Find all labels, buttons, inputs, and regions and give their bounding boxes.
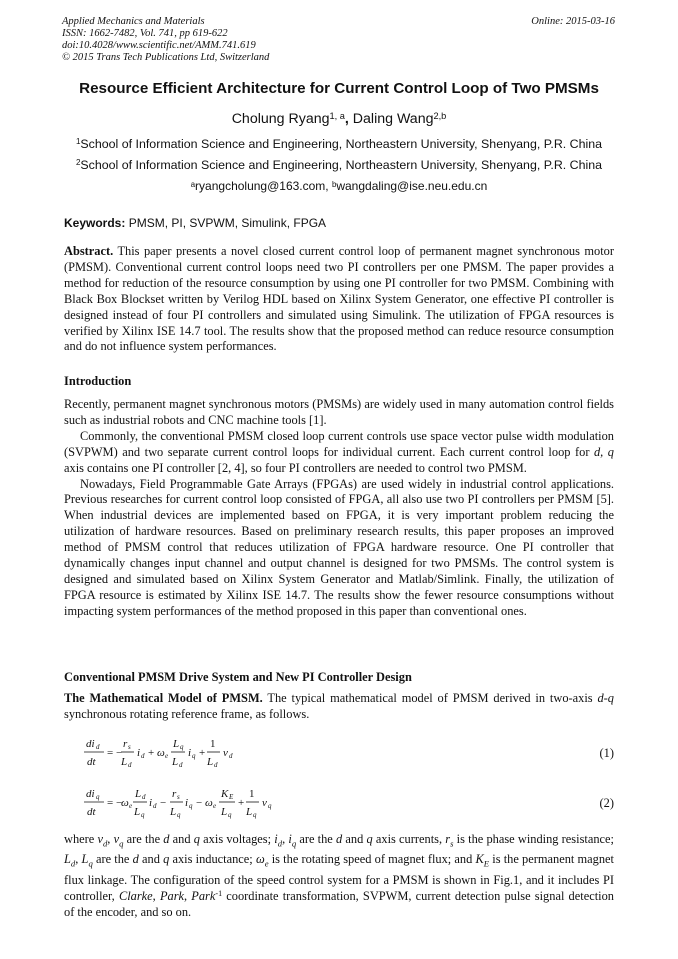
section2-intro bbox=[64, 691, 614, 723]
w-s14: axis inductance; bbox=[169, 852, 256, 867]
author-separator: , bbox=[344, 111, 353, 127]
equation-1-formula bbox=[84, 734, 284, 774]
intro-paragraph-2 bbox=[64, 429, 614, 477]
svg-text:= −: = − bbox=[107, 747, 123, 759]
svg-text:v: v bbox=[223, 747, 228, 759]
w-s4: and bbox=[169, 832, 194, 846]
author-2-affil: 2,b bbox=[433, 110, 447, 121]
svg-text:d: d bbox=[214, 761, 218, 769]
section2-heading: Conventional PMSM Drive System and New PI Controller Design bbox=[64, 670, 412, 684]
where-paragraph bbox=[64, 832, 614, 920]
email-b-sup: b bbox=[331, 179, 337, 189]
w-Lq: L bbox=[81, 852, 89, 867]
equation-2 bbox=[84, 784, 614, 824]
equation-2-formula bbox=[84, 784, 304, 824]
journal-header bbox=[62, 16, 615, 64]
svg-text:= −: = − bbox=[107, 797, 123, 809]
svg-text:q: q bbox=[192, 752, 196, 760]
svg-text:1: 1 bbox=[210, 738, 216, 750]
email-a[interactable]: ryangcholung@163.com, bbox=[195, 179, 332, 193]
author-1-affil: 1, a bbox=[329, 110, 345, 121]
svg-text:ω: ω bbox=[205, 797, 213, 809]
w-d3: d bbox=[132, 852, 139, 867]
intro-paragraph-3: Nowadays, Field Programmable Gate Arrays (FPGAs) are used widely in industrial control applications. Previous researches for current control loop consisted of FPGA, all also use two PI controllers per PMSM [5]. When industrial devices are implemented based on FPGA, it is very important problem reducing the utilization of hardware resources. Based on preliminary research results, this paper proposes an improved method of PMSM control that reduces utilization of FPGA hardware resource. One PI controller that dynamically changes input channel and output channel is designed for two PMSMs. The control system is designed and simulated based on Xilinx System Generator and Matlab/Simlink. Finally, the utilization of FPGA resource is estimated by Xilinx ISE 14.7. The results show the fewer resource consumptions without impacting system performances of the method proposed in this paper than conventional ones. bbox=[64, 476, 614, 618]
w-s17: , bbox=[152, 888, 160, 903]
w-s13: and bbox=[138, 852, 164, 867]
introduction-heading: Introduction bbox=[64, 374, 132, 388]
keywords bbox=[64, 216, 326, 230]
svg-text:L: L bbox=[173, 738, 180, 750]
intro-p2-part-a: Commonly, the conventional PMSM closed loop current controls use space vector pulse width modulation (SVPWM) and two separate current control loops for individual current. Each current control loop for bbox=[64, 428, 614, 459]
journal-issn: ISSN: 1662-7482, Vol. 741, pp 619-622 bbox=[62, 28, 228, 39]
svg-text:d: d bbox=[142, 793, 146, 801]
svg-text:d: d bbox=[179, 761, 183, 769]
svg-text:q: q bbox=[180, 743, 184, 751]
w-KE-sub: E bbox=[483, 858, 490, 869]
svg-text:i: i bbox=[185, 797, 189, 809]
w-we-sub: e bbox=[264, 858, 269, 869]
w-vq-sub: q bbox=[119, 838, 124, 849]
svg-text:L: L bbox=[221, 806, 228, 818]
w-d2: d bbox=[336, 832, 343, 846]
svg-text:q: q bbox=[177, 811, 181, 819]
journal-doi: doi:10.4028/www.scientific.net/AMM.741.619 bbox=[62, 40, 256, 51]
w-Lq-sub: q bbox=[88, 858, 93, 869]
w-d1: d bbox=[163, 832, 170, 846]
svg-text:d: d bbox=[153, 802, 157, 810]
svg-text:E: E bbox=[229, 793, 234, 801]
equation-2-number: (2) bbox=[599, 796, 614, 810]
svg-text:−: − bbox=[196, 797, 203, 809]
svg-text:i: i bbox=[188, 747, 192, 759]
svg-text:d: d bbox=[229, 752, 233, 760]
abstract bbox=[64, 244, 614, 355]
svg-text:L: L bbox=[207, 756, 214, 768]
svg-text:s: s bbox=[128, 743, 131, 751]
equation-1 bbox=[84, 734, 614, 774]
intro-paragraph-1: Recently, permanent magnet synchronous motors (PMSMs) are widely used in many automation control fields such as industrial robots and CNC machine tools [1]. bbox=[64, 397, 614, 427]
w-s6: , bbox=[282, 832, 289, 846]
svg-text:d: d bbox=[141, 752, 145, 760]
w-s19: coordinate transformation, SVPWM, current detection pulse signal detection of the encoder, and so on. bbox=[64, 888, 614, 919]
svg-text:q: q bbox=[96, 793, 100, 801]
w-we: ω bbox=[255, 852, 265, 867]
w-s16: is the permanent magnet flux linkage. The configuration of the speed control system for a PMSM is shown in Fig.1, and it includes PI controller, bbox=[64, 852, 614, 903]
w-s1: where bbox=[64, 832, 98, 846]
svg-text:e: e bbox=[213, 802, 217, 810]
equation-1-number: (1) bbox=[599, 746, 614, 760]
svg-text:dt: dt bbox=[87, 806, 96, 818]
affiliation-1 bbox=[40, 137, 638, 151]
subsection-dq: d-q bbox=[597, 691, 615, 705]
email-a-sup: a bbox=[190, 179, 196, 189]
svg-text:d: d bbox=[128, 761, 132, 769]
w-park: Park bbox=[159, 888, 185, 903]
svg-text:L: L bbox=[134, 806, 141, 818]
w-q1: q bbox=[193, 832, 200, 846]
svg-text:+: + bbox=[238, 797, 245, 809]
online-date: Online: 2015-03-16 bbox=[531, 16, 615, 27]
w-id: i bbox=[274, 832, 278, 846]
w-s3: are the bbox=[123, 832, 164, 846]
author-2: Daling Wang bbox=[352, 111, 434, 127]
w-iq: i bbox=[288, 832, 292, 846]
w-s8: and bbox=[342, 832, 367, 846]
w-iq-sub: q bbox=[291, 838, 297, 849]
svg-text:K: K bbox=[221, 788, 229, 800]
email-b[interactable]: wangdaling@ise.neu.edu.cn bbox=[336, 179, 488, 193]
w-clarke: Clarke bbox=[118, 888, 153, 903]
w-s5: axis voltages; bbox=[199, 832, 275, 846]
svg-text:di: di bbox=[86, 788, 95, 800]
journal-copyright: © 2015 Trans Tech Publications Ltd, Switzerland bbox=[62, 52, 270, 63]
w-Ld-sub: d bbox=[70, 858, 76, 869]
svg-text:i: i bbox=[137, 747, 141, 759]
svg-text:−: − bbox=[160, 797, 167, 809]
affiliation-1-text: School of Information Science and Engineering, Northeastern University, Shenyang, P.R. China bbox=[80, 137, 603, 151]
svg-text:v: v bbox=[262, 797, 267, 809]
svg-text:r: r bbox=[172, 788, 177, 800]
w-q3: q bbox=[163, 852, 170, 867]
keywords-label: Keywords: bbox=[64, 216, 126, 230]
subsection-label: The Mathematical Model of PMSM. bbox=[64, 691, 263, 705]
author-line bbox=[40, 111, 638, 127]
svg-text:+: + bbox=[199, 747, 206, 759]
svg-text:q: q bbox=[228, 811, 232, 819]
affiliation-2 bbox=[40, 158, 638, 172]
svg-text:dt: dt bbox=[87, 756, 96, 768]
w-Ld: L bbox=[64, 852, 71, 867]
svg-text:i: i bbox=[149, 797, 153, 809]
svg-text:s: s bbox=[177, 793, 180, 801]
svg-text:di: di bbox=[86, 738, 95, 750]
journal-name: Applied Mechanics and Materials bbox=[62, 16, 205, 27]
w-KE: K bbox=[475, 852, 484, 867]
affiliation-1-sup: 1 bbox=[75, 137, 81, 147]
w-q2: q bbox=[366, 832, 373, 846]
w-s9: axis currents, bbox=[372, 832, 446, 846]
author-1: Cholung Ryang bbox=[231, 111, 330, 127]
w-s2: , bbox=[107, 832, 114, 846]
w-s10: is the phase winding resistance; bbox=[453, 832, 614, 846]
svg-text:1: 1 bbox=[249, 788, 255, 800]
svg-text:L: L bbox=[246, 806, 253, 818]
w-rs: r bbox=[445, 832, 451, 846]
intro-p2-dq: d, q bbox=[593, 444, 614, 459]
svg-text:L: L bbox=[170, 806, 177, 818]
w-vq: v bbox=[113, 832, 120, 846]
w-parkinv-sup: -1 bbox=[215, 889, 223, 899]
affiliation-2-sup: 2 bbox=[75, 158, 81, 168]
w-s11: , bbox=[75, 852, 82, 867]
w-vd: v bbox=[97, 832, 103, 846]
svg-text:e: e bbox=[165, 752, 169, 760]
svg-text:q: q bbox=[141, 811, 145, 819]
w-s15: is the rotating speed of magnet flux; and bbox=[268, 852, 476, 867]
svg-text:r: r bbox=[123, 738, 128, 750]
svg-text:d: d bbox=[96, 743, 100, 751]
w-s7: are the bbox=[296, 832, 336, 846]
keywords-text: PMSM, PI, SVPWM, Simulink, FPGA bbox=[125, 216, 327, 230]
svg-text:ω: ω bbox=[157, 747, 165, 759]
paper-title: Resource Efficient Architecture for Current Control Loop of Two PMSMs bbox=[79, 80, 599, 97]
svg-text:q: q bbox=[253, 811, 257, 819]
svg-text:L: L bbox=[121, 756, 128, 768]
svg-text:q: q bbox=[189, 802, 193, 810]
w-rs-sub: s bbox=[450, 838, 454, 849]
author-emails bbox=[40, 179, 638, 193]
w-parkinv: Park bbox=[191, 888, 216, 903]
svg-text:L: L bbox=[135, 788, 142, 800]
w-s18: , bbox=[184, 888, 192, 903]
affiliation-2-text: School of Information Science and Engineering, Northeastern University, Shenyang, P.R. China bbox=[80, 158, 603, 172]
abstract-text: This paper presents a novel closed current control loop of permanent magnet synchronous motor (PMSM). Conventional current control loops need two PI controllers per one PMSM. The paper provides a method for reduction of the resource consumption by using one PI controller for two PMSM. Combining with Black Box Blockset written by Verilog HDL based on Xilinx System Generator, one effective PI controller is designed instead of four PI controllers and simulated using Simulink. The utilization of FPGA resources is verified by Xilinx ISE 14.7 tool. The results show that the proposed method can reduce resource consumption and do not influence system performances. bbox=[64, 244, 614, 354]
introduction-body bbox=[64, 397, 614, 620]
svg-text:L: L bbox=[172, 756, 179, 768]
w-s12: are the bbox=[92, 852, 133, 867]
w-id-sub: d bbox=[277, 838, 283, 849]
svg-text:ω: ω bbox=[121, 797, 129, 809]
subsection-text-b: synchronous rotating reference frame, as follows. bbox=[64, 706, 310, 721]
w-vd-sub: d bbox=[102, 838, 108, 849]
intro-p2-part-b: axis contains one PI controller [2, 4], so four PI controllers are needed to control two PMSM. bbox=[64, 460, 527, 475]
subsection-text-a: The typical mathematical model of PMSM derived in two-axis bbox=[262, 691, 598, 705]
abstract-label: Abstract. bbox=[64, 244, 114, 258]
svg-text:+: + bbox=[148, 747, 155, 759]
svg-text:q: q bbox=[268, 802, 272, 810]
svg-text:e: e bbox=[129, 802, 133, 810]
